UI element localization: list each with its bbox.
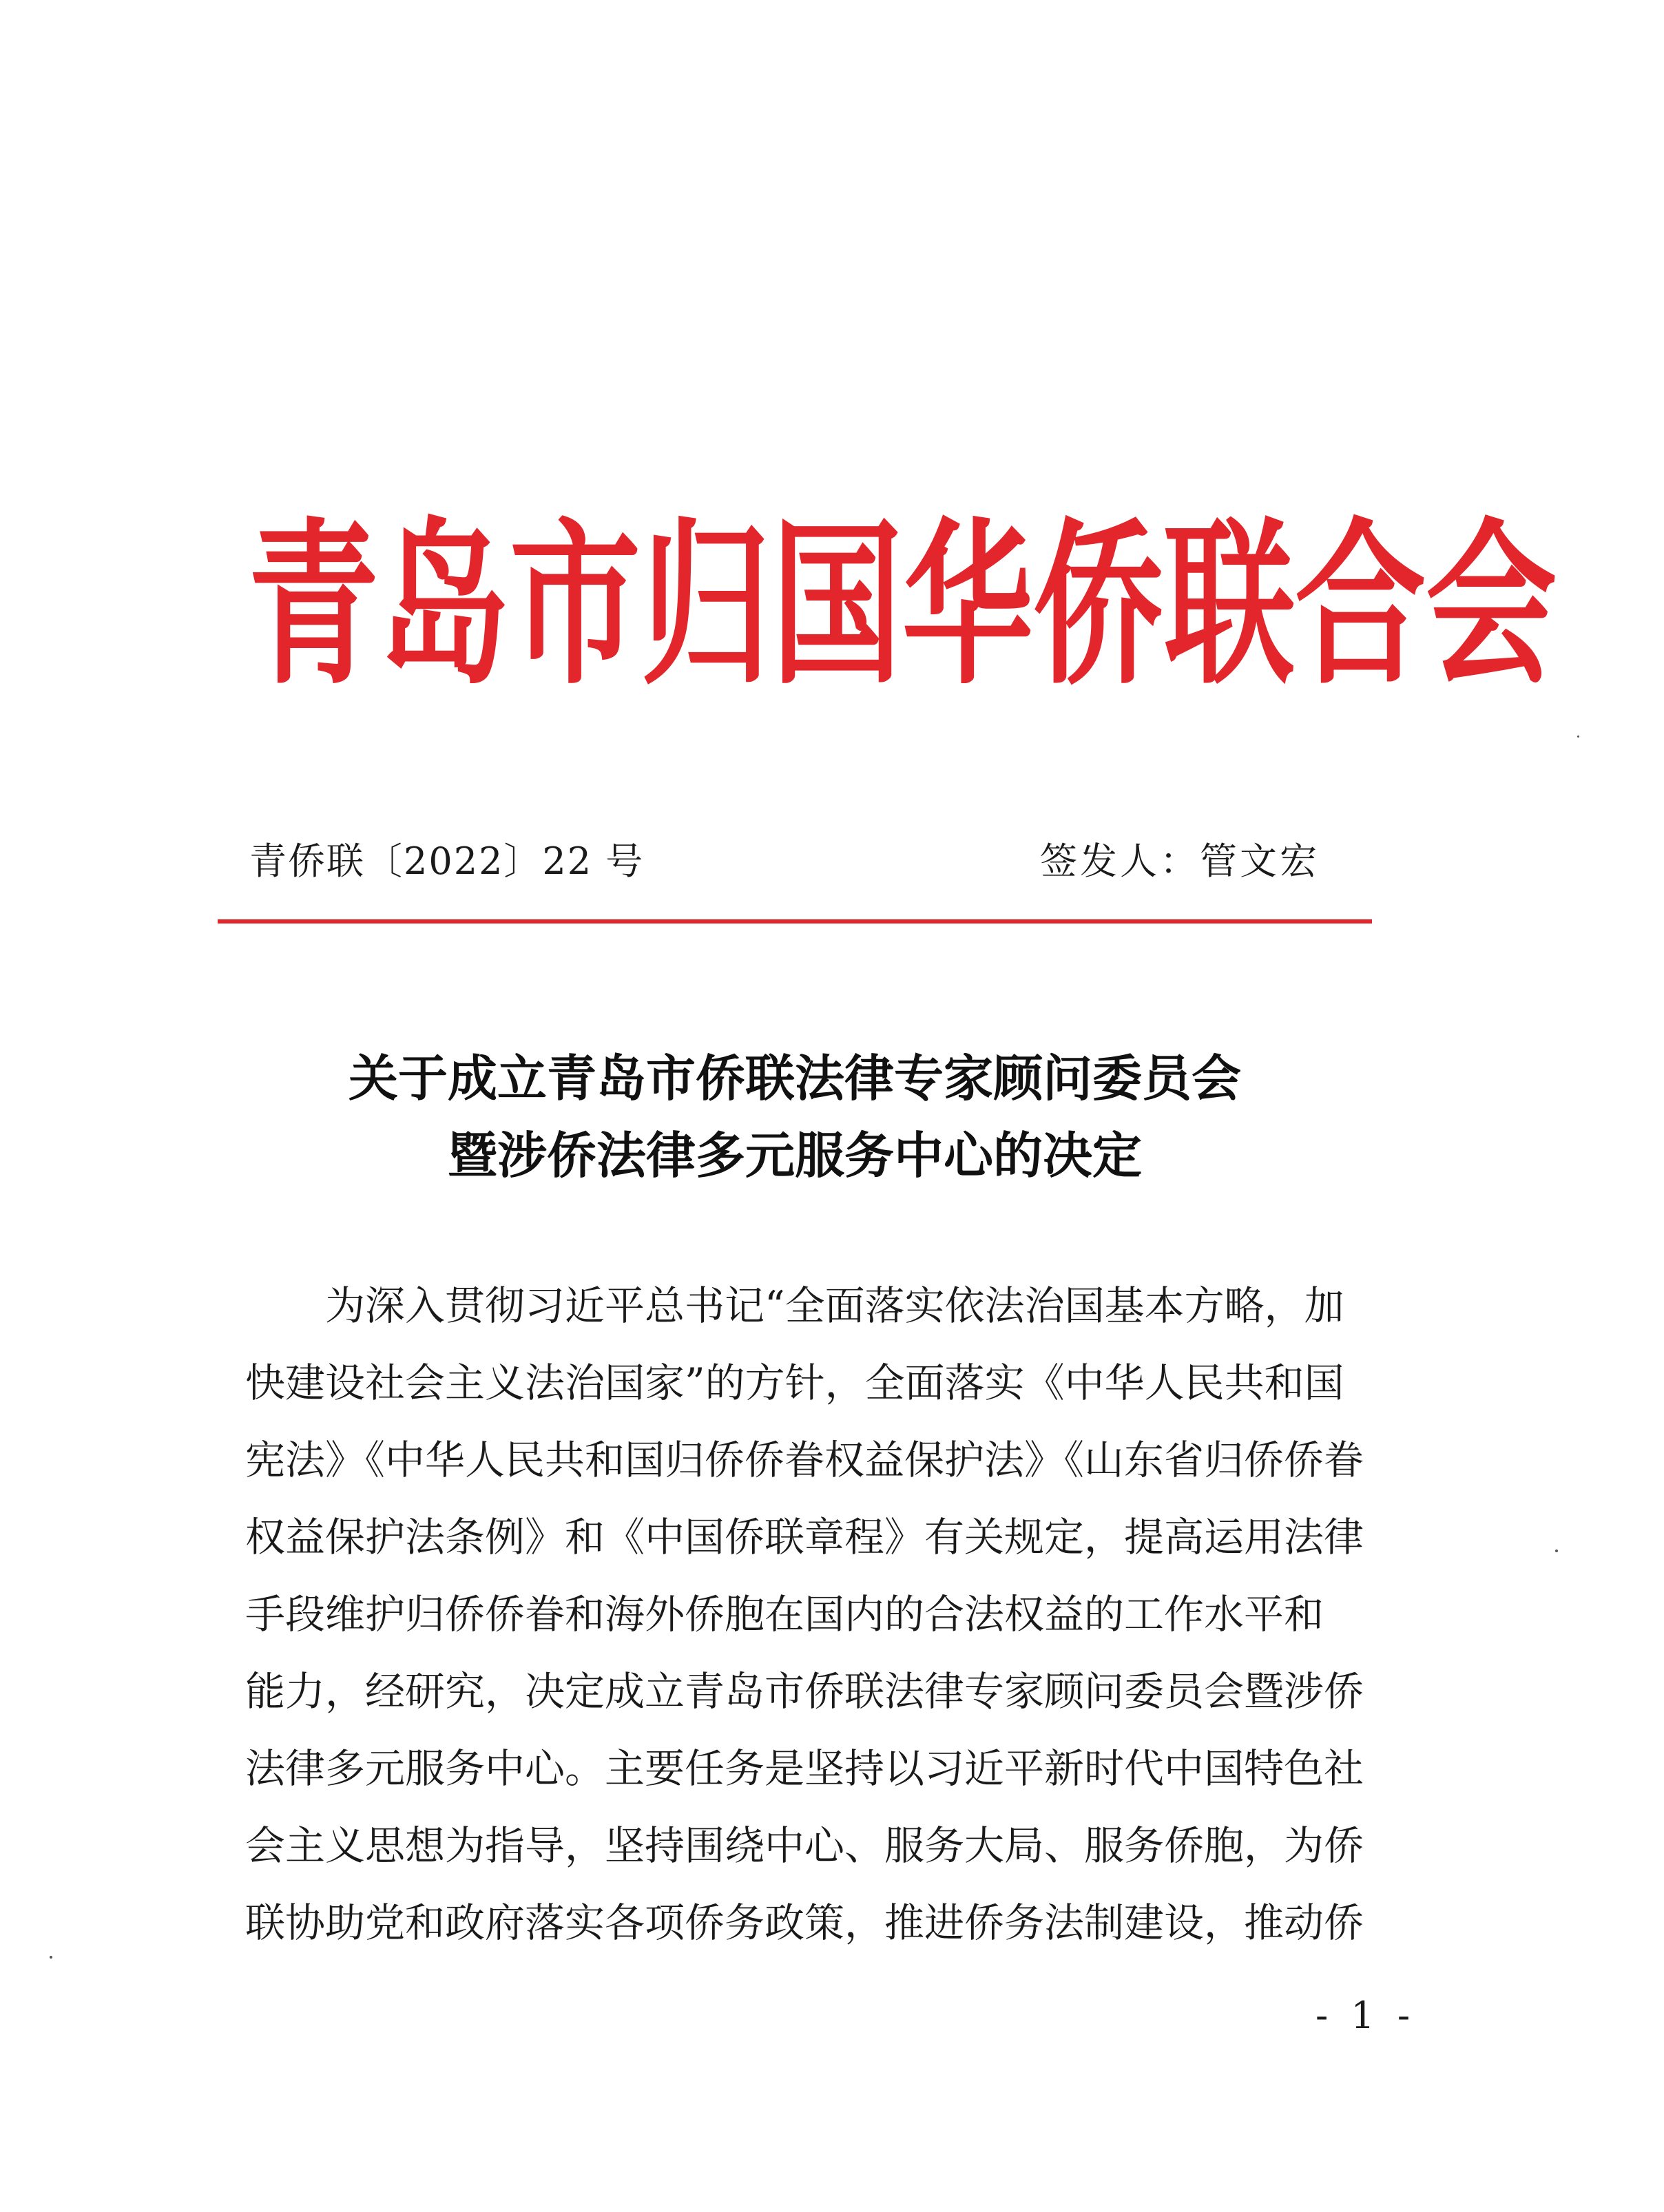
body-line: 能力，经研究，决定成立青岛市侨联法律专家顾问委员会暨涉侨	[245, 1668, 1364, 1715]
masthead-char: 国	[771, 503, 903, 709]
masthead-char: 会	[1426, 503, 1557, 709]
red-divider-rule	[218, 919, 1372, 924]
body-line: 联协助党和政府落实各项侨务政策，推进侨务法制建设，推动侨	[245, 1899, 1364, 1946]
scan-speck	[1577, 735, 1579, 738]
title-line-2: 暨涉侨法律多元服务中心的决定	[447, 1127, 1142, 1185]
document-title	[218, 1040, 1372, 1194]
masthead-title	[248, 467, 1557, 746]
body-line: 会主义思想为指导，坚持围绕中心、服务大局、服务侨胞，为侨	[245, 1822, 1364, 1869]
body-paragraph	[245, 1267, 1412, 1961]
body-line: 为深入贯彻习近平总书记“全面落实依法治国基本方略，加	[325, 1282, 1344, 1329]
masthead-char: 归	[641, 503, 772, 709]
document-number: 青侨联〔2022〕22 号	[249, 839, 645, 883]
masthead-char: 合	[1295, 503, 1426, 709]
page-number: - 1 -	[1315, 1994, 1416, 2037]
body-line: 手段维护归侨侨眷和海外侨胞在国内的合法权益的工作水平和	[245, 1591, 1324, 1638]
scan-speck	[1555, 1550, 1558, 1552]
masthead-char: 岛	[379, 503, 510, 709]
masthead-char: 市	[510, 503, 641, 709]
masthead-char: 侨	[1033, 503, 1165, 709]
body-line: 法律多元服务中心。主要任务是坚持以习近平新时代中国特色社	[245, 1745, 1364, 1792]
masthead-char: 华	[902, 503, 1034, 709]
signer-line: 签发人：管文宏	[1040, 839, 1320, 883]
masthead-char: 联	[1164, 503, 1296, 709]
masthead-char: 青	[248, 503, 379, 709]
body-line: 权益保护法条例》和《中国侨联章程》有关规定，提高运用法律	[245, 1514, 1364, 1561]
scan-speck	[50, 1956, 52, 1959]
title-line-1: 关于成立青岛市侨联法律专家顾问委员会	[348, 1050, 1241, 1107]
body-line: 快建设社会主义法治国家”的方针，全面落实《中华人民共和国	[245, 1359, 1344, 1406]
body-line: 宪法》《中华人民共和国归侨侨眷权益保护法》《山东省归侨侨眷	[245, 1437, 1364, 1483]
